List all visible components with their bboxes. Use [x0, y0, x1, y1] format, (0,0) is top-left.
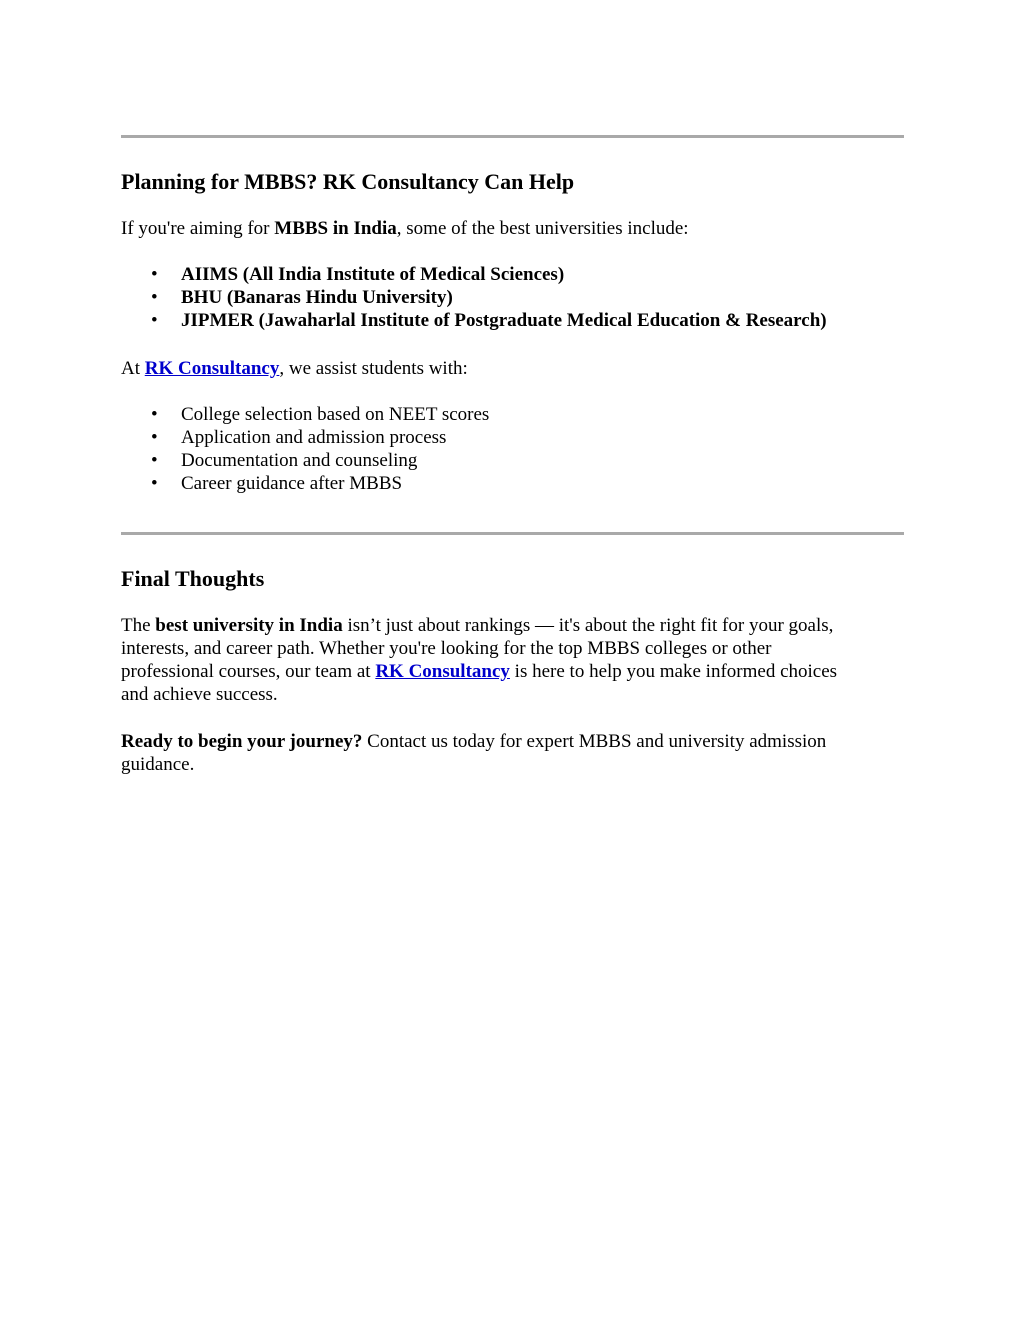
services-list [121, 403, 904, 495]
horizontal-rule-middle [121, 532, 904, 535]
bullet-icon: • [151, 404, 158, 425]
horizontal-rule-top [121, 135, 904, 138]
intro-text-before: If you're aiming for [121, 218, 275, 239]
list-item: • BHU (Banaras Hindu University) [151, 287, 453, 308]
bullet-icon: • [151, 264, 158, 285]
bullet-icon: • [151, 473, 158, 494]
section-heading-mbbs: Planning for MBBS? RK Consultancy Can Help [121, 169, 575, 194]
cta-bold: Ready to begin your journey? [121, 731, 363, 752]
section-heading-final-thoughts: Final Thoughts [121, 566, 265, 591]
intro-bold-mbbs: MBBS in India [274, 218, 397, 239]
list-item: • Application and admission process [151, 427, 447, 448]
list-item: • Documentation and counseling [151, 450, 418, 471]
bullet-icon: • [151, 310, 158, 331]
intro-paragraph [121, 217, 689, 240]
list-item: • AIIMS (All India Institute of Medical Sciences) [151, 264, 565, 285]
rk-consultancy-link-2[interactable]: RK Consultancy [375, 661, 510, 682]
list-item: • JIPMER (Jawaharlal Institute of Postgraduate Medical Education & Research) [151, 310, 827, 331]
list-item: • College selection based on NEET scores [151, 404, 490, 425]
cta-paragraph: Ready to begin your journey? Contact us today for expert MBBS and university admission guidance. [121, 731, 827, 775]
final-thoughts-paragraph: The best university in India isn’t just about rankings — it's about the right fit for your goals, interests, and career path. Whether you're looking for the top MBBS colleges or other professional courses, our team at RK Consultancy is here to help you make informed choices and achieve success. [121, 615, 838, 705]
bullet-icon: • [151, 450, 158, 471]
universities-list [121, 263, 904, 332]
bullet-icon: • [151, 427, 158, 448]
assist-paragraph: At RK Consultancy, we assist students with: [121, 358, 468, 379]
bullet-icon: • [151, 287, 158, 308]
bold-best-university: best university in India [155, 615, 343, 636]
rk-consultancy-link[interactable]: RK Consultancy [144, 358, 280, 379]
list-item: • Career guidance after MBBS [151, 473, 403, 494]
intro-text-after: , some of the best universities include: [396, 218, 689, 239]
